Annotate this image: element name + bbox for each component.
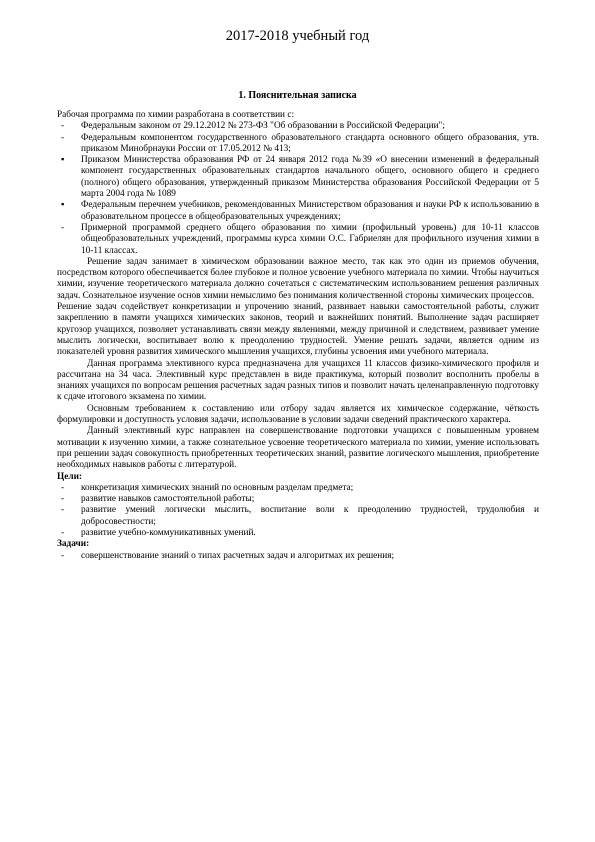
list-item-text: развитие умений логически мыслить, воспитание воли к преодолению трудностей, трудолюбия и добросовестности; — [81, 505, 539, 527]
list-item — [57, 483, 539, 494]
paragraph: Данный элективный курс направлен на совершенствование подготовки учащихся с повышенным уровнем мотивации к изучению химии, а также сознательное усвоение теоретического материала по химии, умение использовать при решении задач совокупность приобретенных теоретических знаний, развитие логического мышления, приобретение необходимых навыков работы с литературой. — [57, 426, 539, 471]
list-item — [57, 200, 539, 223]
list-item — [57, 494, 539, 505]
list-item — [57, 121, 539, 132]
bullet-marker: - — [61, 550, 65, 561]
list-item-text: Приказом Министерства образования РФ от 24 января 2012 года №39 «О внесении изменений в федеральный компонент государственных образовательных стандартов начального общего, основного общего и среднего (полного) общего образования, утвержденный приказом Министерства образования Российской Федерации от 5 марта 2004 года № 1089 — [81, 155, 539, 200]
list-item-text: Примерной программой среднего общего образования по химии (профильный уровень) для 10-11 классов общеобразовательных учреждений, программы курса химии О.С. Габриелян для профильного изучения химии в 10-11 классах. — [81, 222, 539, 256]
paragraph: Основным требованием к составлению или отбору задач является их химическое содержание, чёткость формулировки и доступность условия задачи, использование в условии задачи сведений практического характера. — [57, 403, 539, 426]
list-item — [57, 133, 539, 156]
list-item-text: Федеральным компонентом государственного образовательного стандарта основного общего образования, утв. приказом Минобрнауки России от 17.05.2012 № 413; — [81, 132, 539, 154]
list-item-text: развитие учебно-коммуникативных умений. — [81, 527, 256, 538]
document-body — [57, 110, 539, 562]
academic-year-title: 2017-2018 учебный год — [225, 28, 370, 44]
list-item — [57, 223, 539, 257]
goals-heading: Цели: — [57, 471, 83, 482]
bullet-marker: - — [61, 222, 65, 233]
bullet-marker: - — [61, 482, 65, 493]
paragraph: Решение задач содействует конкретизации и упрочению знаний, развивает навыки самостоятельной работы, служит закреплению в памяти учащихся химических законов, теорий и важнейших понятий. Выполнение задач расширяет кругозор учащихся, позволяет устанавливать связи между явлениями, между причиной и следствием, развивает умение мыслить логически, воспитывает волю к преодолению трудностей. Умение решать задачи, является одним из показателей уровня развития химического мышления учащихся, глубины усвоения ими учебного материала. — [57, 302, 539, 358]
legal-basis-list — [57, 121, 539, 257]
bullet-marker: - — [61, 527, 65, 538]
bullet-marker: - — [61, 121, 65, 132]
bullet-marker: ▪ — [61, 200, 65, 211]
intro-text: Рабочая программа по химии разработана в соответствии с: — [57, 110, 295, 120]
paragraph: Решение задач занимает в химическом образовании важное место, так как это один из приемов обучения, посредством которого обеспечивается более глубокое и полное усвоение учебного материала по химии. Чтобы научиться химии, изучение теоретического материала должно сочетаться с систематическим использованием решения различных задач. Сознательное изучение основ химии немыслимо без понимания количественной стороны химических процессов. — [57, 256, 539, 301]
list-item-text: Федеральным перечнем учебников, рекомендованных Министерством образования и науки РФ к использованию в образовательном процессе в общеобразовательных учреждениях; — [81, 200, 539, 222]
bullet-marker: - — [61, 505, 65, 516]
list-item-text: конкретизация химических знаний по основным разделам предмета; — [81, 482, 354, 493]
paragraph: Данная программа элективного курса предназначена для учащихся 11 классов физико-химического профиля и рассчитана на 34 часа. Элективный курс представлен в виде практикума, который позволит восполнить пробелы в знаниях учащихся по вопросам решения расчетных задач разных типов и позволит начать целенаправленную подготовку к сдаче итогового экзамена по химии. — [57, 358, 539, 403]
bullet-marker: - — [61, 494, 65, 505]
tasks-list — [57, 551, 539, 562]
list-item — [57, 551, 539, 562]
bullet-marker: - — [61, 132, 65, 143]
list-item-text: развитие навыков самостоятельной работы; — [81, 494, 255, 505]
list-item-text: совершенствование знаний о типах расчетных задач и алгоритмах их решения; — [81, 550, 395, 561]
list-item — [57, 528, 539, 539]
list-item-text: Федеральным законом от 29.12.2012 № 273-ФЗ "Об образовании в Российской Федерации"; — [81, 121, 445, 132]
list-item — [57, 505, 539, 528]
section-title: 1. Пояснительная записка — [238, 90, 357, 101]
goals-list — [57, 483, 539, 539]
tasks-heading: Задачи: — [57, 539, 90, 550]
list-item — [57, 155, 539, 200]
bullet-marker: ▪ — [61, 155, 65, 166]
